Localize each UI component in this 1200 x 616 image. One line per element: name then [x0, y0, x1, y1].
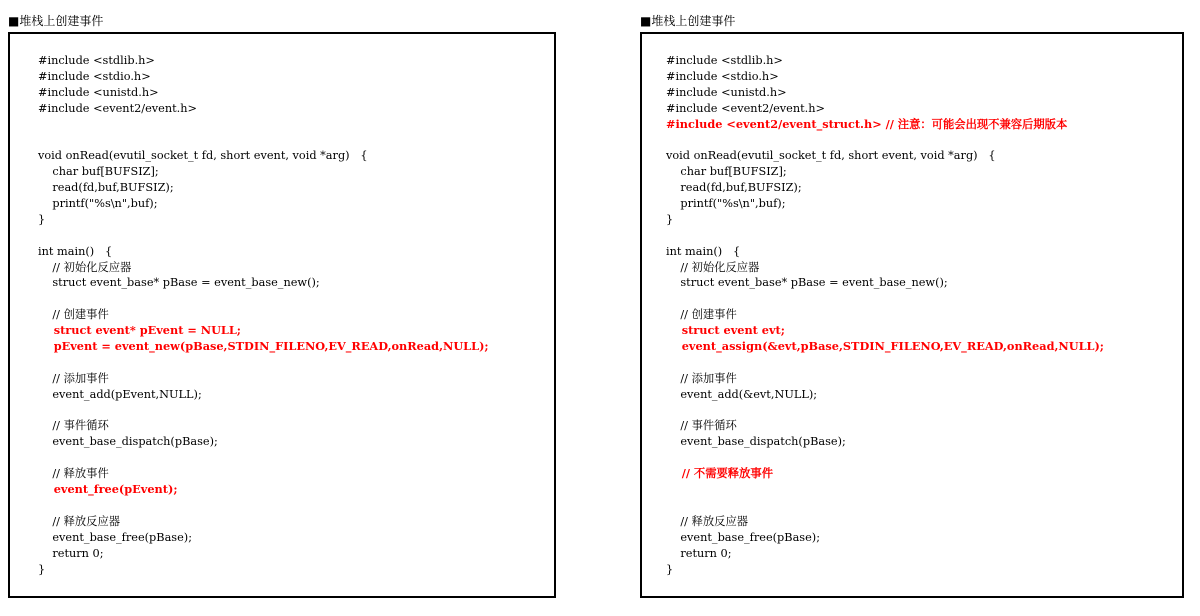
code-line: event_add(&evt,NULL);	[666, 387, 818, 401]
code-line: #include <stdlib.h>	[38, 54, 155, 67]
code-line: // 释放反应器	[666, 514, 749, 528]
code-line	[38, 291, 489, 307]
code-line: // 初始化反应器	[38, 260, 132, 274]
code-line	[666, 450, 1104, 466]
code-line: struct event_base* pBase = event_base_new();	[666, 276, 948, 290]
code-line	[666, 291, 1104, 307]
code-line: // 释放反应器	[38, 514, 121, 528]
code-line: read(fd,buf,BUFSIZ);	[666, 181, 802, 195]
code-line: read(fd,buf,BUFSIZ);	[38, 181, 174, 195]
code-line: event_base_dispatch(pBase);	[666, 435, 846, 449]
highlighted-code-line: struct event evt;	[666, 323, 785, 338]
code-line	[38, 132, 489, 148]
code-line: }	[666, 212, 674, 226]
code-line	[666, 132, 1104, 148]
code-line: printf("%s\n",buf);	[666, 197, 786, 211]
code-line: int main() {	[38, 244, 113, 258]
panel-title-left: ■堆栈上创建事件	[8, 14, 104, 28]
code-line: struct event_base* pBase = event_base_new();	[38, 276, 320, 290]
code-line: void onRead(evutil_socket_t fd, short event, void *arg) {	[38, 149, 368, 163]
code-line: }	[38, 562, 46, 576]
code-line	[666, 482, 1104, 498]
code-line: // 初始化反应器	[666, 260, 760, 274]
code-line: event_base_free(pBase);	[38, 530, 193, 544]
code-panel-left	[8, 32, 556, 598]
highlighted-code-line: // 不需要释放事件	[666, 466, 773, 481]
code-line: // 添加事件	[38, 371, 109, 385]
code-line: #include <event2/event.h>	[38, 101, 198, 115]
code-line: // 创建事件	[38, 308, 109, 322]
code-line: int main() {	[666, 244, 741, 258]
code-line	[666, 403, 1104, 419]
code-line	[666, 498, 1104, 514]
code-panel-right	[640, 32, 1184, 598]
code-line: char buf[BUFSIZ];	[38, 165, 159, 179]
highlighted-code-line: event_assign(&evt,pBase,STDIN_FILENO,EV_READ,onRead,NULL);	[666, 339, 1104, 354]
code-line	[38, 117, 489, 133]
highlighted-code-line: #include <event2/event_struct.h> // 注意：可能会出现不兼容后期版本	[666, 116, 1068, 131]
code-line	[666, 228, 1104, 244]
code-line: // 释放事件	[38, 467, 109, 481]
code-line: // 添加事件	[666, 371, 737, 385]
code-line	[38, 450, 489, 466]
code-line: }	[666, 562, 674, 576]
code-line: #include <stdlib.h>	[666, 54, 783, 67]
code-line: }	[38, 212, 46, 226]
code-line	[666, 355, 1104, 371]
code-line: #include <unistd.h>	[38, 85, 159, 99]
code-line	[38, 355, 489, 371]
highlighted-code-line: event_free(pEvent);	[38, 482, 178, 497]
code-line	[38, 228, 489, 244]
code-line: printf("%s\n",buf);	[38, 197, 158, 211]
panel-title-right: ■堆栈上创建事件	[640, 14, 736, 28]
code-line: char buf[BUFSIZ];	[666, 165, 787, 179]
highlighted-code-line: pEvent = event_new(pBase,STDIN_FILENO,EV_READ,onRead,NULL);	[38, 339, 489, 354]
code-block-left	[38, 53, 489, 577]
code-line: event_base_free(pBase);	[666, 530, 821, 544]
code-line: return 0;	[666, 546, 732, 560]
code-line: #include <stdio.h>	[666, 69, 779, 83]
code-line: #include <event2/event.h>	[666, 101, 826, 115]
code-line	[38, 403, 489, 419]
code-line: event_base_dispatch(pBase);	[38, 435, 218, 449]
code-line: event_add(pEvent,NULL);	[38, 387, 202, 401]
code-line: #include <stdio.h>	[38, 69, 151, 83]
code-block-right	[666, 53, 1104, 577]
code-line: return 0;	[38, 546, 104, 560]
code-line	[38, 498, 489, 514]
code-line: // 创建事件	[666, 308, 737, 322]
code-line: // 事件循环	[38, 419, 109, 433]
code-line: void onRead(evutil_socket_t fd, short event, void *arg) {	[666, 149, 996, 163]
code-line: #include <unistd.h>	[666, 85, 787, 99]
highlighted-code-line: struct event* pEvent = NULL;	[38, 323, 241, 338]
code-line: // 事件循环	[666, 419, 737, 433]
